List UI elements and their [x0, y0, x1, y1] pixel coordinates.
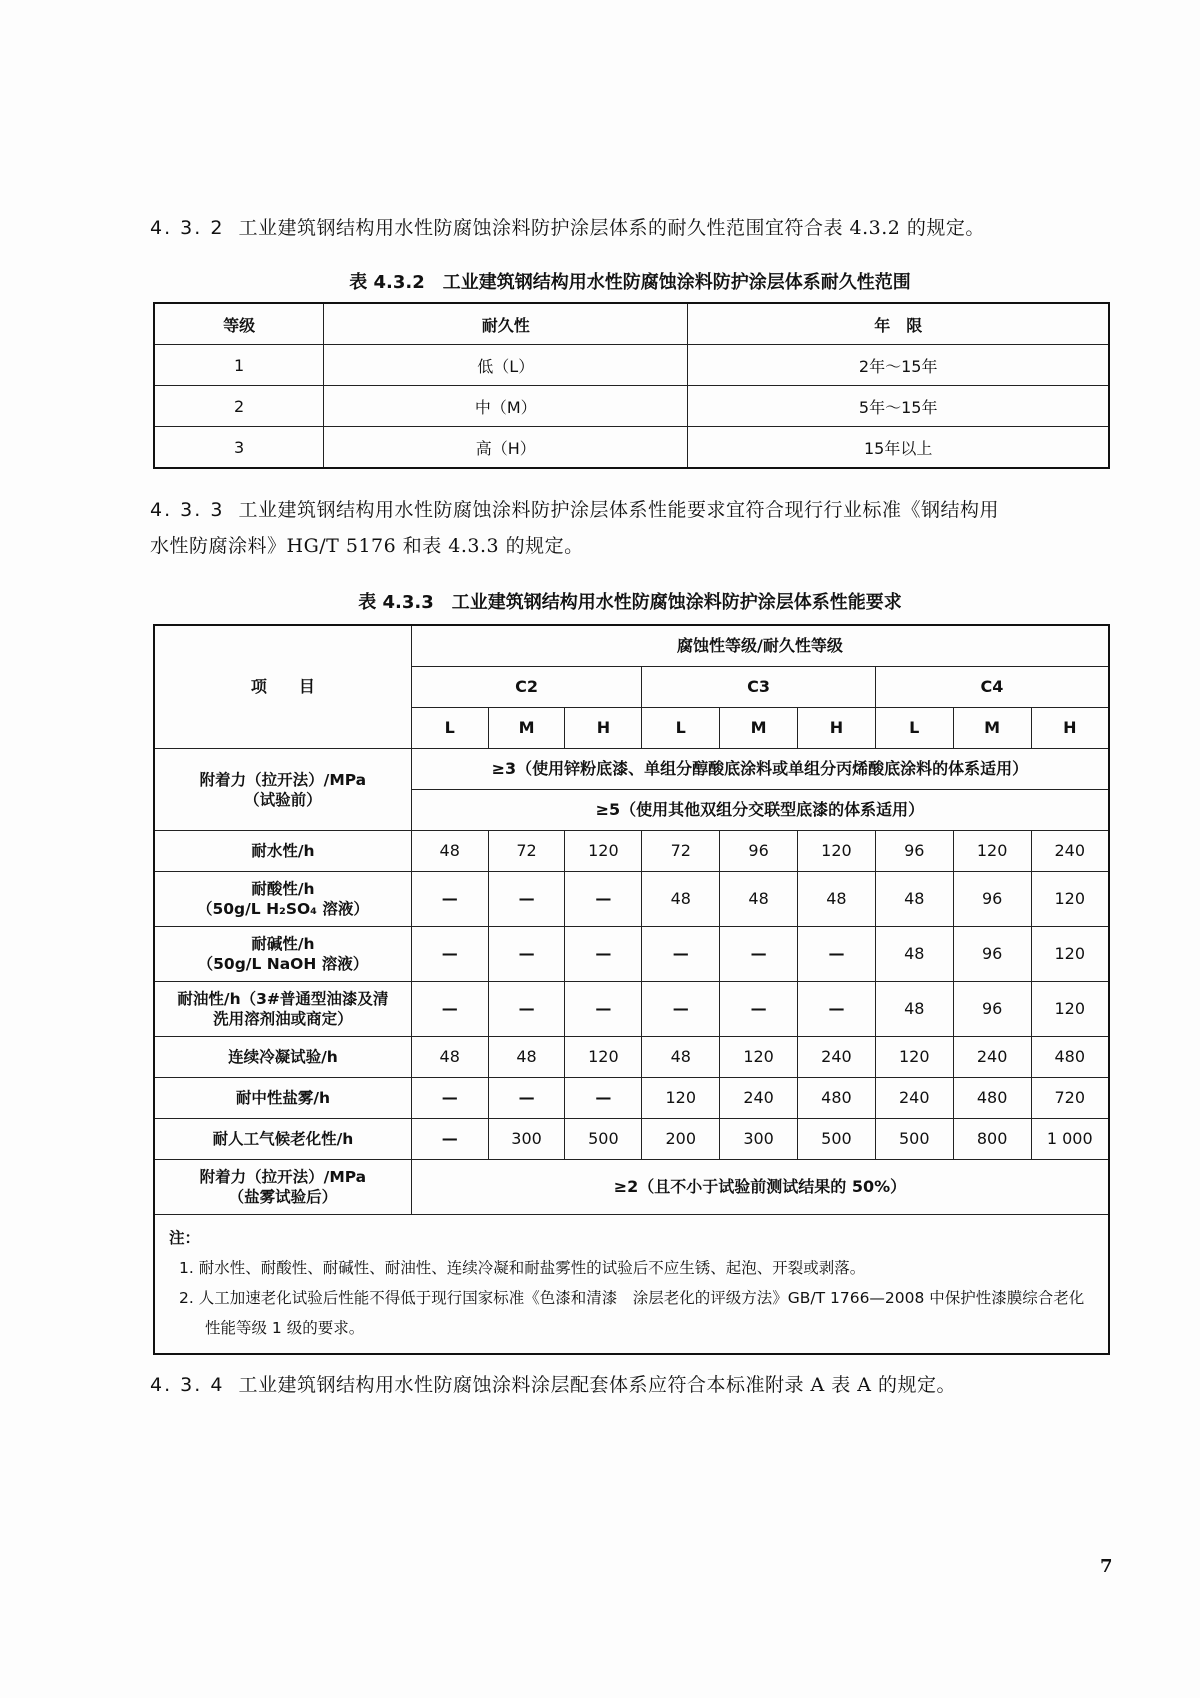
- header-level: H: [798, 708, 876, 749]
- value-cell: 240: [1031, 831, 1109, 872]
- header-level: L: [875, 708, 953, 749]
- header-c3: C3: [642, 667, 876, 708]
- value-cell: 240: [720, 1078, 798, 1119]
- header-row-group: [154, 625, 1109, 667]
- row-label: [154, 831, 411, 872]
- value-cell: 96: [953, 982, 1031, 1037]
- value-cell: 48: [875, 982, 953, 1037]
- row-label: [154, 1119, 411, 1160]
- value-cell: 120: [565, 1037, 642, 1078]
- section-text-line-1: 工业建筑钢结构用水性防腐蚀涂料防护涂层体系性能要求宜符合现行行业标准《钢结构用: [238, 499, 999, 521]
- row-label: [154, 1078, 411, 1119]
- value-cell: 120: [1031, 927, 1109, 982]
- value-cell: 48: [488, 1037, 565, 1078]
- caption-number: 表 4.3.3: [358, 592, 434, 613]
- row-label-line-2: （试验前）: [244, 790, 322, 809]
- value-cell: —: [642, 982, 720, 1037]
- value-cell: 48: [798, 872, 876, 927]
- header-level: M: [953, 708, 1031, 749]
- cell-durability: 中（M）: [324, 386, 688, 427]
- caption-number: 表 4.3.2: [349, 272, 425, 293]
- value-cell: 48: [642, 1037, 720, 1078]
- cell-grade: 2: [154, 386, 324, 427]
- cell-durability: 高（H）: [324, 427, 688, 469]
- value-cell: 720: [1031, 1078, 1109, 1119]
- value-cell: —: [488, 1078, 565, 1119]
- value-cell: —: [411, 982, 488, 1037]
- value-cell: —: [642, 927, 720, 982]
- value-cell: —: [411, 927, 488, 982]
- value-cell: 500: [875, 1119, 953, 1160]
- row-label-line-2: （50g/L H₂SO₄ 溶液）: [196, 900, 369, 918]
- section-number: 4. 3. 3: [150, 499, 225, 521]
- value-cell: 480: [1031, 1037, 1109, 1078]
- table-row: [154, 1037, 1109, 1078]
- row-label: [154, 749, 411, 831]
- header-c4: C4: [875, 667, 1109, 708]
- table-row-adhesion-after: [154, 1160, 1109, 1215]
- value-cell: 120: [1031, 872, 1109, 927]
- row-label-line-1: 耐水性/h: [251, 842, 315, 860]
- value-cell: 48: [720, 872, 798, 927]
- value-cell: 800: [953, 1119, 1031, 1160]
- value-cell: 300: [720, 1119, 798, 1160]
- header-level: H: [565, 708, 642, 749]
- value-cell: 72: [488, 831, 565, 872]
- header-level: H: [1031, 708, 1109, 749]
- cell-durability: 低（L）: [324, 345, 688, 386]
- value-cell: 48: [411, 1037, 488, 1078]
- value-cell: 480: [953, 1078, 1031, 1119]
- row-label-line-1: 耐人工气候老化性/h: [212, 1130, 354, 1148]
- value-cell: 72: [642, 831, 720, 872]
- value-cell: 96: [720, 831, 798, 872]
- value-cell: —: [411, 1078, 488, 1119]
- table-row: [154, 831, 1109, 872]
- note-item-2: 2. 人工加速老化试验后性能不得低于现行国家标准《色漆和清漆 涂层老化的评级方法》GB/T 1766—2008 中保护性漆膜综合老化性能等级 1 级的要求。: [179, 1289, 1085, 1337]
- cell-grade: 3: [154, 427, 324, 469]
- performance-table: [153, 624, 1110, 1355]
- table-row: [154, 927, 1109, 982]
- value-cell: 96: [953, 927, 1031, 982]
- value-cell: 120: [953, 831, 1031, 872]
- header-years: 年 限: [688, 303, 1109, 345]
- header-grade-group: 腐蚀性等级/耐久性等级: [411, 625, 1109, 667]
- row-label: [154, 872, 411, 927]
- row-label-line-1: 附着力（拉开法）/MPa: [199, 1168, 367, 1186]
- table-4-3-2-caption: [150, 268, 1110, 294]
- row-label: [154, 1037, 411, 1078]
- value-cell: 120: [720, 1037, 798, 1078]
- row-label-line-2: （盐雾试验后）: [228, 1188, 338, 1206]
- cell-years: 15年以上: [688, 427, 1109, 469]
- row-label: [154, 1160, 411, 1215]
- performance-rows: [154, 831, 1109, 1160]
- table-row: [154, 427, 1109, 469]
- section-text: 工业建筑钢结构用水性防腐蚀涂料涂层配套体系应符合本标准附录 A 表 A 的规定。: [238, 1374, 957, 1396]
- value-cell: 300: [488, 1119, 565, 1160]
- value-cell: —: [565, 1078, 642, 1119]
- header-c2: C2: [411, 667, 642, 708]
- section-4-3-4: [150, 1367, 1110, 1403]
- value-cell: —: [565, 982, 642, 1037]
- row-label-line-2: （50g/L NaOH 溶液）: [197, 955, 369, 973]
- table-row: [154, 872, 1109, 927]
- table-4-3-3-caption: [150, 588, 1110, 614]
- table-row: [154, 386, 1109, 427]
- note-item-1: 1. 耐水性、耐酸性、耐碱性、耐油性、连续冷凝和耐盐雾性的试验后不应生锈、起泡、开裂或剥落。: [179, 1259, 866, 1277]
- value-cell: 120: [798, 831, 876, 872]
- cell-years: 2年～15年: [688, 345, 1109, 386]
- table-header-row: [154, 303, 1109, 345]
- row-label: [154, 982, 411, 1037]
- adhesion-after-requirement: ≥2（且不小于试验前测试结果的 50%）: [411, 1160, 1109, 1215]
- notes-title: 注：: [169, 1229, 201, 1247]
- section-number: 4. 3. 2: [150, 217, 225, 239]
- header-level: M: [720, 708, 798, 749]
- section-text-line-2: 水性防腐涂料》HG/T 5176 和表 4.3.3 的规定。: [150, 535, 584, 557]
- row-label-line-1: 耐中性盐雾/h: [235, 1089, 331, 1107]
- caption-title: 工业建筑钢结构用水性防腐蚀涂料防护涂层体系性能要求: [451, 592, 902, 613]
- durability-table: [153, 302, 1110, 469]
- value-cell: 240: [875, 1078, 953, 1119]
- value-cell: —: [411, 1119, 488, 1160]
- table-row-adhesion-before-1: [154, 749, 1109, 790]
- row-label: [154, 927, 411, 982]
- value-cell: —: [565, 872, 642, 927]
- section-4-3-3: [150, 492, 1110, 564]
- table-notes-row: [154, 1215, 1109, 1355]
- value-cell: 200: [642, 1119, 720, 1160]
- adhesion-requirement-1: ≥3（使用锌粉底漆、单组分醇酸底涂料或单组分丙烯酸底涂料的体系适用）: [411, 749, 1109, 790]
- value-cell: —: [488, 982, 565, 1037]
- value-cell: —: [798, 982, 876, 1037]
- value-cell: 48: [875, 927, 953, 982]
- cell-grade: 1: [154, 345, 324, 386]
- header-level: L: [642, 708, 720, 749]
- value-cell: 120: [642, 1078, 720, 1119]
- value-cell: 1 000: [1031, 1119, 1109, 1160]
- value-cell: 48: [411, 831, 488, 872]
- value-cell: 120: [1031, 982, 1109, 1037]
- value-cell: —: [565, 927, 642, 982]
- value-cell: 480: [798, 1078, 876, 1119]
- row-label-line-1: 连续冷凝试验/h: [228, 1048, 338, 1066]
- section-number: 4. 3. 4: [150, 1374, 225, 1396]
- header-level: L: [411, 708, 488, 749]
- adhesion-requirement-2: ≥5（使用其他双组分交联型底漆的体系适用）: [411, 790, 1109, 831]
- cell-years: 5年～15年: [688, 386, 1109, 427]
- value-cell: 240: [798, 1037, 876, 1078]
- section-4-3-2: [150, 210, 1110, 246]
- value-cell: —: [720, 982, 798, 1037]
- table-notes: [154, 1215, 1109, 1355]
- value-cell: 48: [642, 872, 720, 927]
- table-row: [154, 1119, 1109, 1160]
- value-cell: 240: [953, 1037, 1031, 1078]
- table-row: [154, 982, 1109, 1037]
- row-label-line-1: 耐碱性/h: [251, 935, 315, 953]
- page-number: 7: [1100, 1556, 1113, 1577]
- header-item: 项 目: [154, 625, 411, 749]
- header-durability: 耐久性: [324, 303, 688, 345]
- header-level: M: [488, 708, 565, 749]
- value-cell: —: [720, 927, 798, 982]
- value-cell: 500: [565, 1119, 642, 1160]
- value-cell: 500: [798, 1119, 876, 1160]
- value-cell: —: [411, 872, 488, 927]
- caption-title: 工业建筑钢结构用水性防腐蚀涂料防护涂层体系耐久性范围: [442, 272, 911, 293]
- row-label-line-1: 耐油性/h（3#普通型油漆及清: [177, 990, 389, 1008]
- row-label-line-2: 洗用溶剂油或商定）: [213, 1010, 353, 1028]
- row-label-line-1: 耐酸性/h: [251, 880, 315, 898]
- value-cell: —: [488, 872, 565, 927]
- value-cell: 96: [875, 831, 953, 872]
- table-row: [154, 1078, 1109, 1119]
- value-cell: 120: [565, 831, 642, 872]
- table-row: [154, 345, 1109, 386]
- value-cell: 120: [875, 1037, 953, 1078]
- value-cell: —: [488, 927, 565, 982]
- value-cell: 96: [953, 872, 1031, 927]
- value-cell: 48: [875, 872, 953, 927]
- value-cell: —: [798, 927, 876, 982]
- section-text: 工业建筑钢结构用水性防腐蚀涂料防护涂层体系的耐久性范围宜符合表 4.3.2 的规定。: [238, 217, 985, 239]
- header-grade: 等级: [154, 303, 324, 345]
- row-label-line-1: 附着力（拉开法）/MPa: [199, 770, 367, 789]
